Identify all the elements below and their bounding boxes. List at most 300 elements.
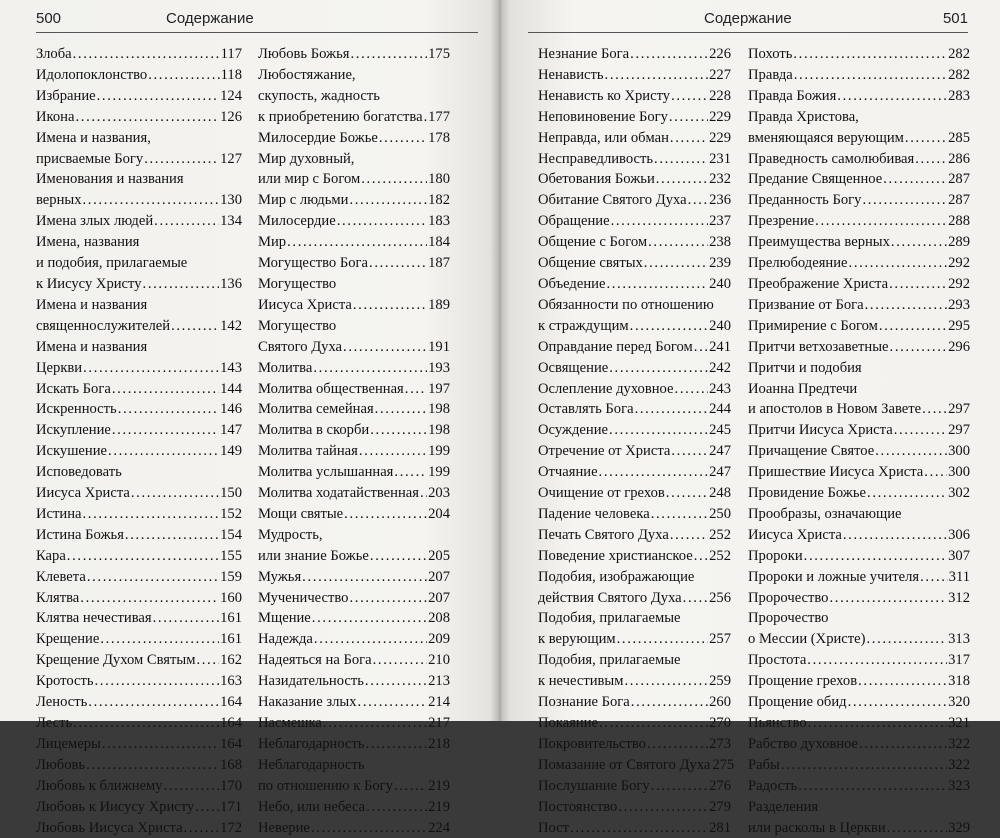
dot-leader — [344, 504, 427, 525]
toc-entry — [538, 274, 731, 295]
toc-entry — [748, 420, 970, 441]
toc-entry — [258, 629, 450, 650]
toc-entry — [36, 190, 242, 211]
dot-leader — [798, 776, 947, 797]
toc-entry-page: 144 — [220, 380, 242, 397]
toc-entry — [538, 169, 731, 190]
toc-entry-title: Отречение от Христа — [538, 443, 671, 460]
left-page — [0, 0, 498, 836]
dot-leader — [617, 629, 709, 650]
dot-leader — [605, 65, 709, 86]
toc-entry-title: Любовь к Иисусу Христу — [36, 798, 195, 815]
toc-entry-title: Похоть — [748, 46, 793, 62]
toc-entry-page: 130 — [220, 192, 242, 209]
toc-entry-page: 143 — [220, 359, 242, 376]
dot-leader — [867, 629, 948, 650]
toc-entry — [538, 629, 731, 650]
toc-entry-title: Предание Священное — [748, 171, 883, 188]
dot-leader — [635, 399, 709, 420]
dot-leader — [889, 274, 947, 295]
toc-entry-page: 199 — [428, 443, 450, 460]
toc-entry — [36, 776, 242, 797]
toc-entry — [258, 462, 450, 483]
toc-entry — [538, 211, 731, 232]
dot-leader — [83, 190, 220, 211]
toc-entry-title: Клятва нечестивая — [36, 610, 152, 627]
toc-entry-title: Истина Божья — [36, 526, 124, 543]
toc-entry-page: 159 — [220, 568, 242, 585]
toc-entry — [538, 316, 731, 337]
dot-leader — [670, 128, 708, 149]
toc-entry-page: 152 — [220, 505, 242, 522]
toc-entry — [36, 274, 242, 295]
toc-entry-title: к страждущим — [538, 317, 629, 334]
dot-leader — [80, 588, 219, 609]
toc-entry — [538, 399, 731, 420]
toc-entry-title: Наказание злых — [258, 694, 357, 711]
toc-entry — [36, 462, 242, 483]
toc-entry — [258, 608, 450, 629]
dot-leader — [922, 399, 947, 420]
dot-leader — [337, 211, 427, 232]
toc-entry-page: 270 — [709, 715, 731, 731]
dot-leader — [366, 734, 428, 755]
toc-entry-page: 281 — [709, 819, 731, 836]
toc-entry — [748, 776, 970, 797]
toc-entry — [258, 797, 450, 818]
dot-leader — [154, 211, 219, 232]
toc-entry-page: 170 — [220, 777, 242, 794]
dot-leader — [420, 483, 427, 504]
toc-entry-page: 289 — [948, 234, 970, 251]
dot-leader — [688, 190, 709, 211]
toc-entry-title: Леность — [36, 694, 88, 711]
right-page — [498, 0, 1000, 836]
toc-entry-title: Неповиновение Богу — [538, 108, 668, 125]
toc-entry-title: Мудрость, — [258, 526, 323, 543]
dot-leader — [311, 818, 427, 838]
toc-entry-title: Злоба — [36, 46, 72, 62]
toc-entry — [258, 65, 450, 86]
toc-entry-page: 224 — [428, 819, 450, 836]
toc-entry — [36, 211, 242, 232]
dot-leader — [654, 149, 708, 170]
dot-leader — [375, 399, 427, 420]
toc-entry — [748, 128, 970, 149]
dot-leader — [184, 818, 220, 838]
toc-entry-title: Кротость — [36, 673, 94, 690]
dot-leader — [370, 546, 427, 567]
toc-entry — [748, 169, 970, 190]
dot-leader — [195, 797, 219, 818]
toc-entry-page: 180 — [428, 171, 450, 188]
toc-entry — [748, 65, 970, 86]
dot-leader — [890, 337, 948, 358]
toc-entry — [748, 546, 970, 567]
dot-leader — [287, 232, 427, 253]
dot-leader — [196, 650, 219, 671]
toc-entry-page: 282 — [948, 46, 970, 62]
toc-entry-title: Подобия, прилагаемые — [538, 610, 681, 627]
dot-leader — [88, 692, 219, 713]
toc-entry — [258, 420, 450, 441]
toc-entry-page: 164 — [220, 694, 242, 711]
toc-entry — [36, 149, 242, 170]
toc-entry-page: 297 — [948, 422, 970, 439]
toc-entry — [538, 128, 731, 149]
toc-entry-page: 198 — [428, 401, 450, 418]
toc-entry — [36, 169, 242, 190]
dot-leader — [875, 441, 947, 462]
toc-entry-title: Подобия, прилагаемые — [538, 652, 681, 669]
toc-entry-title: Небо, или небеса — [258, 798, 366, 815]
toc-entry — [258, 316, 450, 337]
toc-entry-page: 288 — [948, 213, 970, 230]
toc-entry-page: 252 — [709, 526, 731, 543]
toc-entry-title: Милосердие — [258, 213, 336, 230]
toc-entry-title: Мученичество — [258, 589, 349, 606]
dot-leader — [171, 316, 219, 337]
toc-entry-page: 208 — [428, 610, 450, 627]
toc-entry-title: Неправда, или обман — [538, 129, 669, 146]
toc-entry-page: 124 — [220, 87, 242, 104]
toc-entry-page: 292 — [948, 275, 970, 292]
toc-entry-page: 117 — [220, 46, 242, 62]
toc-entry-title: Правда Божия — [748, 87, 837, 104]
toc-entry — [748, 504, 970, 525]
toc-entry — [538, 44, 731, 65]
toc-entry-page: 197 — [428, 380, 450, 397]
toc-entry — [748, 671, 970, 692]
toc-entry-title: Клевета — [36, 568, 86, 585]
toc-entry-title: Насмешка — [258, 715, 322, 731]
toc-entry-title: Осуждение — [538, 422, 609, 439]
dot-leader — [858, 671, 947, 692]
toc-entry-page: 292 — [948, 255, 970, 272]
toc-entry-title: Мощи святые — [258, 505, 344, 522]
toc-entry — [538, 483, 731, 504]
toc-entry-title: Праведность самолюбивая — [748, 150, 915, 167]
toc-entry-page: 189 — [428, 296, 450, 313]
toc-entry-title: Мир с людьми — [258, 192, 349, 209]
toc-entry-title: Молитва тайная — [258, 443, 358, 460]
dot-leader — [405, 379, 427, 400]
toc-entry — [538, 692, 731, 713]
toc-entry — [36, 713, 242, 734]
dot-leader — [370, 420, 427, 441]
dot-leader — [131, 483, 219, 504]
toc-entry-title: Клятва — [36, 589, 80, 606]
toc-entry-title: Помазание от Святого Духа — [538, 756, 711, 773]
toc-entry — [36, 734, 242, 755]
toc-entry-title: Притчи ветхозаветные — [748, 338, 889, 355]
toc-entry-page: 236 — [709, 192, 731, 209]
toc-entry-page: 296 — [948, 338, 970, 355]
toc-entry-title: Оправдание перед Богом — [538, 338, 693, 355]
dot-leader — [343, 337, 427, 358]
toc-entry-title: Молитва услышанная — [258, 464, 394, 481]
toc-entry-page: 239 — [709, 255, 731, 272]
toc-entry — [258, 399, 450, 420]
dot-leader — [631, 692, 708, 713]
dot-leader — [75, 107, 219, 128]
toc-entry-title: или знание Божье — [258, 547, 369, 564]
toc-entry-title: Крещение — [36, 631, 100, 648]
toc-entry-title: Примирение с Богом — [748, 317, 878, 334]
dot-leader — [915, 149, 947, 170]
toc-entry-title: Милосердие Божье — [258, 129, 378, 146]
toc-entry-page: 142 — [220, 317, 242, 334]
dot-leader — [793, 44, 947, 65]
toc-entry-page: 184 — [428, 234, 450, 251]
dot-leader — [675, 379, 709, 400]
toc-entry-page: 187 — [428, 255, 450, 272]
toc-entry — [538, 441, 731, 462]
dot-leader — [829, 588, 947, 609]
toc-entry-title: Пьянство — [748, 715, 807, 731]
toc-entry-title: Могущество — [258, 275, 337, 292]
dot-leader — [394, 462, 427, 483]
toc-entry-page: 164 — [220, 715, 242, 731]
toc-entry-title: к приобретению богатства — [258, 108, 423, 125]
toc-entry-title: Объедение — [538, 275, 606, 292]
dot-leader — [97, 86, 220, 107]
toc-entry-title: Искушение — [36, 443, 108, 460]
toc-entry-page: 240 — [709, 275, 731, 292]
toc-entry-title: Притчи Иисуса Христа — [748, 422, 893, 439]
toc-entry-page: 183 — [428, 213, 450, 230]
toc-entry-title: Молитва в скорби — [258, 422, 370, 439]
dot-leader — [143, 274, 220, 295]
toc-entry — [258, 149, 450, 170]
toc-entry-page: 300 — [948, 464, 970, 481]
toc-entry-page: 329 — [948, 819, 970, 836]
toc-entry — [36, 399, 242, 420]
toc-entry — [748, 149, 970, 170]
toc-entry-page: 228 — [709, 87, 731, 104]
dot-leader — [312, 608, 427, 629]
toc-entry-title: Общение с Богом — [538, 234, 648, 251]
toc-entry — [538, 734, 731, 755]
dot-leader — [920, 567, 948, 588]
toc-entry — [538, 671, 731, 692]
toc-entry-title: Рабство духовное — [748, 735, 859, 752]
toc-entry-title: Истина — [36, 505, 82, 522]
toc-entry-page: 203 — [428, 485, 450, 502]
toc-entry-title: Иоанна Предтечи — [748, 380, 858, 397]
dot-leader — [781, 755, 947, 776]
toc-entry — [36, 316, 242, 337]
toc-entry — [36, 44, 242, 65]
toc-entry-page: 219 — [428, 798, 450, 815]
toc-entry — [36, 295, 242, 316]
dot-leader — [808, 713, 947, 734]
toc-entry — [36, 358, 242, 379]
toc-entry-title: верных — [36, 192, 82, 209]
toc-entry — [258, 190, 450, 211]
toc-entry — [748, 399, 970, 420]
toc-entry — [538, 337, 731, 358]
right-page-header — [528, 10, 968, 32]
dot-leader — [118, 399, 219, 420]
dot-leader — [148, 65, 219, 86]
toc-entry — [748, 818, 970, 838]
toc-entry — [36, 232, 242, 253]
toc-entry — [36, 818, 242, 838]
toc-entry-title: Избрание — [36, 87, 96, 104]
toc-entry-title: Неблагодарность — [258, 735, 365, 752]
toc-entry-title: Икона — [36, 108, 75, 125]
toc-entry — [36, 107, 242, 128]
toc-entry-page: 161 — [220, 610, 242, 627]
toc-entry — [258, 525, 450, 546]
toc-entry-title: Имена злых людей — [36, 213, 154, 230]
toc-entry — [36, 629, 242, 650]
toc-entry-page: 229 — [709, 108, 731, 125]
page-number: 500 — [36, 10, 62, 27]
toc-entry — [258, 776, 450, 797]
dot-leader — [83, 504, 220, 525]
toc-entry-title: Мир духовный, — [258, 150, 355, 167]
dot-leader — [894, 420, 947, 441]
dot-leader — [656, 169, 708, 190]
dot-leader — [349, 588, 427, 609]
dot-leader — [867, 483, 947, 504]
toc-entry — [258, 211, 450, 232]
toc-entry-title: Притчи и подобия — [748, 359, 862, 376]
dot-leader — [647, 734, 708, 755]
toc-entry-title: Ненависть ко Христу — [538, 87, 671, 104]
toc-entry — [748, 211, 970, 232]
toc-entry — [258, 441, 450, 462]
toc-entry-page: 307 — [948, 547, 970, 564]
dot-leader — [804, 546, 947, 567]
toc-entry — [538, 190, 731, 211]
toc-entry-title: Пророки и ложные учителя — [748, 568, 920, 585]
toc-entry-title: Иисуса Христа — [258, 296, 352, 313]
toc-entry-page: 283 — [948, 87, 970, 104]
toc-entry-title: или мир с Богом — [258, 171, 361, 188]
dot-leader — [95, 671, 220, 692]
dot-leader — [606, 274, 708, 295]
toc-entry-title: Обращение — [538, 213, 610, 230]
toc-entry-page: 252 — [709, 547, 731, 564]
dot-leader — [879, 316, 947, 337]
toc-entry — [36, 525, 242, 546]
dot-leader — [848, 692, 948, 713]
toc-entry — [258, 734, 450, 755]
dot-leader — [694, 337, 708, 358]
dot-leader — [369, 253, 427, 274]
toc-entry — [748, 379, 970, 400]
toc-entry-title: Причащение Святое — [748, 443, 875, 460]
dot-leader — [670, 525, 708, 546]
toc-entry — [538, 776, 731, 797]
toc-entry — [36, 128, 242, 149]
toc-entry-title: Рабы — [748, 756, 780, 773]
toc-entry-page: 207 — [428, 568, 450, 585]
toc-entry — [258, 128, 450, 149]
toc-entry-page: 256 — [709, 589, 731, 606]
toc-entry — [748, 232, 970, 253]
toc-entry — [538, 818, 731, 838]
toc-entry-page: 213 — [428, 673, 450, 690]
dot-leader — [379, 128, 427, 149]
toc-entry-title: Пришествие Иисуса Христа — [748, 464, 924, 481]
left-page-header — [36, 10, 478, 32]
toc-entry-page: 191 — [428, 338, 450, 355]
dot-leader — [349, 190, 427, 211]
dot-leader — [108, 441, 219, 462]
toc-entry-title: и подобия, прилагаемые — [36, 255, 188, 272]
toc-entry-title: Отчаяние — [538, 464, 598, 481]
dot-leader — [359, 441, 427, 462]
toc-entry-page: 275 — [712, 756, 735, 773]
toc-entry-page: 172 — [220, 819, 242, 836]
toc-entry-title: Пост — [538, 819, 570, 836]
toc-entry-title: Разделения — [748, 798, 819, 815]
toc-entry-title: Иисуса Христа — [748, 526, 842, 543]
toc-entry-title: Простота — [748, 652, 807, 669]
toc-entry-title: Иисуса Христа — [36, 485, 130, 502]
toc-entry-page: 248 — [709, 485, 731, 502]
toc-entry-page: 321 — [948, 715, 970, 731]
dot-leader — [837, 86, 947, 107]
toc-entry — [748, 295, 970, 316]
toc-entry-title: Именования и названия — [36, 171, 184, 188]
toc-entry-title: Имена и названия, — [36, 129, 151, 146]
toc-entry-title: Прелюбодеяние — [748, 255, 848, 272]
toc-entry — [748, 253, 970, 274]
dot-leader — [112, 420, 219, 441]
toc-entry — [748, 734, 970, 755]
toc-entry — [258, 274, 450, 295]
header-rule — [528, 32, 968, 33]
toc-entry — [748, 797, 970, 818]
dot-leader — [630, 316, 708, 337]
toc-entry — [36, 337, 242, 358]
toc-entry — [258, 671, 450, 692]
toc-entry-page: 147 — [220, 422, 242, 439]
toc-entry — [258, 692, 450, 713]
dot-leader — [611, 211, 709, 232]
toc-entry — [36, 797, 242, 818]
toc-entry-title: Пророчество — [748, 610, 829, 627]
dot-leader — [683, 588, 708, 609]
dot-leader — [87, 567, 219, 588]
dot-leader — [302, 567, 427, 588]
toc-entry — [36, 546, 242, 567]
toc-entry-page: 242 — [709, 359, 731, 376]
toc-entry-page: 279 — [709, 798, 731, 815]
toc-entry-title: Назидательность — [258, 673, 364, 690]
toc-entry-title: действия Святого Духа — [538, 589, 682, 606]
toc-entry-page: 198 — [428, 422, 450, 439]
toc-entry — [258, 232, 450, 253]
toc-entry — [538, 588, 731, 609]
toc-entry — [748, 755, 970, 776]
toc-entry — [538, 525, 731, 546]
toc-entry-title: Преимущества верных — [748, 234, 890, 251]
toc-entry — [538, 797, 731, 818]
toc-entry-page: 150 — [220, 485, 242, 502]
toc-entry — [36, 379, 242, 400]
dot-leader — [73, 44, 220, 65]
dot-leader — [100, 629, 219, 650]
toc-entry-title: Оставлять Бога — [538, 401, 634, 418]
toc-entry — [258, 295, 450, 316]
dot-leader — [609, 420, 708, 441]
